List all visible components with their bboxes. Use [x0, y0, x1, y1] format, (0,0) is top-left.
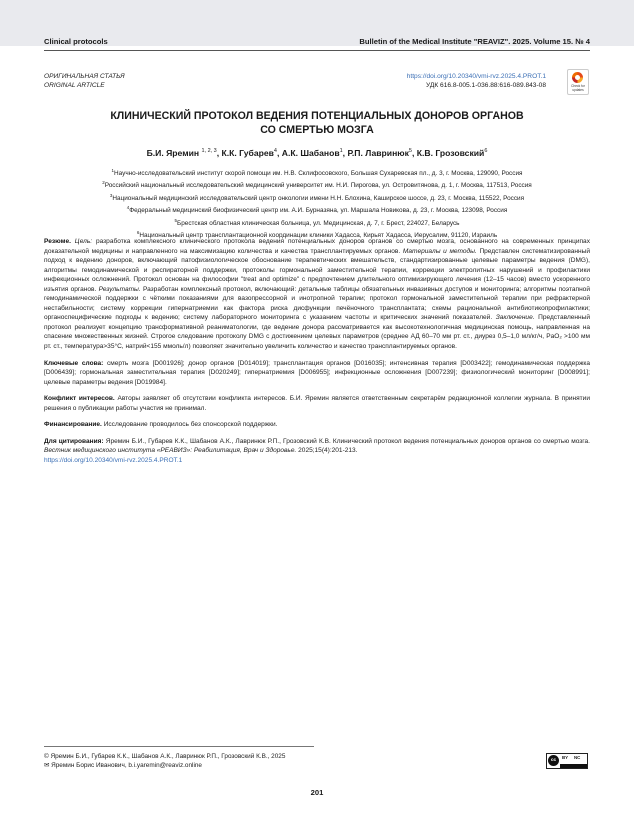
results-text: Разработан комплексный протокол, включающий: детальные таблицы обязательных инвазивных доступов и мониторинга; алгоритмы поэтапной гемодинамической поддержки с чёткими показаниями для вазопрессорной и инотропной терапии; протокол гормональной заместительной терапии при рефрактерной нестабильности; систему коррекции гипернатриемии как фактора риска дисфункции печёночного трансплантата; схемы рациональной антибиотикопрофилактики; органоспецифические подходы к ведению; систему лабораторного мониторинга с указанием частоты и критических значений показателей.	[44, 285, 590, 322]
keywords-label: Ключевые слова:	[44, 359, 104, 367]
author-sup: 1	[339, 148, 343, 155]
header-section: Clinical protocols	[44, 37, 108, 46]
author-name: К.К. Губарев	[221, 148, 274, 158]
crossmark-icon[interactable]	[567, 69, 589, 95]
author-name: К.В. Грозовский	[416, 148, 485, 158]
citation-link[interactable]: https://doi.org/10.20340/vmi-rvz.2025.4.PROT.1	[44, 456, 183, 464]
author-sup: 5	[408, 148, 412, 155]
conclusion-label: Заключение.	[495, 314, 535, 322]
citation-tail: 2025;15(4):201-213.	[298, 447, 358, 455]
keywords	[44, 359, 590, 388]
author-sup: 6	[484, 148, 488, 155]
copyright: © Яремин Б.И., Губарев К.К., Шабанов А.К., Лавринюк Р.П., Грозовский К.В., 2025	[44, 753, 286, 760]
crossmark-ring	[572, 72, 583, 83]
affiliation-list	[44, 166, 590, 241]
abstract-block	[44, 237, 590, 465]
affiliation-item: $^4$Федеральный медицинский биофизический центр им. А.И. Бурназяна, ул. Маршала Новикова, д. 23, г. Москва, 123098, Россия	[126, 205, 508, 215]
citation-text: Яремин Б.И., Губарев К.К., Шабанов А.К., Лавринюк Р.П., Грозовский К.В. Клинический протокол ведения потенциальных доноров органов со смертью мозга.	[105, 437, 590, 445]
abstract-text	[44, 237, 590, 352]
page-number: 201	[310, 788, 324, 797]
funding-label: Финансирование.	[44, 421, 102, 429]
author-name: А.К. Шабанов	[281, 148, 340, 158]
header-divider	[44, 50, 590, 51]
author-name: Б.И. Яремин	[146, 148, 200, 158]
citation	[44, 437, 590, 466]
header-journal: Bulletin of the Medical Institute "REAVIZ". 2025. Volume 15. № 4	[359, 37, 590, 46]
conclusion-text: Представленный протокол реализует концепцию трансформативной реаниматологии, где ведение донора рассматривается как высокотехнологичная медицинская помощь, направленная на спасение множественных жизней. Строгое следование протоколу DMG с достижением целевых параметров (среднее АД 60–70 мм рт. ст., диурез 0,5–1,0 мл/кг/ч, PaO₂ >100 мм рт. ст., температура>35°C, натрий<155 ммоль/л) позволяет значительно увеличить количество и качество трансплантируемых органов.	[44, 314, 590, 351]
article-title	[44, 110, 590, 137]
affiliation-item: $^6$Национальный центр трансплантационной координации клиники Хадасса, Кирьят Хадасса, Иерусалим, 91120, Израиль	[136, 230, 498, 240]
doi-link[interactable]: https://doi.org/10.20340/vmi-rvz.2025.4.PROT.1	[406, 73, 546, 80]
title-line-1: КЛИНИЧЕСКИЙ ПРОТОКОЛ ВЕДЕНИЯ ПОТЕНЦИАЛЬНЫХ ДОНОРОВ ОРГАНОВ	[110, 110, 524, 122]
author-sup: 1, 2, 3	[201, 148, 217, 155]
udc-code: УДК 616.8-005.1-036.88:616-089.843-08	[426, 82, 546, 89]
affiliation-item: $^3$Национальный медицинский исследовательский центр онкологии имени Н.Н. Блохина, Каширское шоссе, д. 23, г. Москва, 115522, Россия	[109, 192, 525, 202]
article-type-en: ORIGINAL ARTICLE	[44, 82, 105, 89]
cc-license-icon[interactable]	[546, 753, 588, 769]
author-list: Б.И. Яремин $^{1, 2, 3}$, К.К. Губарев$^4$, А.К. Шабанов$^1$, Р.П. Лавринюк$^5$, К.В. Грозовский$^6$	[146, 148, 488, 158]
footer	[44, 752, 285, 770]
cc-by-label: BY	[562, 755, 569, 760]
doi-block	[407, 72, 546, 90]
author-sup: 4	[273, 148, 277, 155]
contact-email[interactable]: ✉ Яремин Борис Иванович, b.i.yaremin@reaviz.online	[44, 762, 202, 769]
check-updates-label: Check for updates	[571, 84, 585, 92]
affiliation-item: $^5$Брестская областная клиническая больница, ул. Медицинская, д. 7, г. Брест, 224027, Беларусь	[174, 217, 460, 227]
article-type-ru: ОРИГИНАЛЬНАЯ СТАТЬЯ	[44, 73, 125, 80]
conflict-text: Авторы заявляет об отсутствии конфликта интересов. Б.И. Яремин является ответственным секретарём редакционной коллегии журнала. В принятии решения о публикации работы участия не принимал.	[44, 395, 590, 412]
cc-strip	[560, 764, 587, 768]
funding-text: Исследование проводилось без спонсорской поддержки.	[103, 421, 278, 429]
abstract-label: Резюме.	[44, 238, 71, 245]
title-line-2: СО СМЕРТЬЮ МОЗГА	[260, 123, 374, 136]
citation-label: Для цитирования:	[44, 437, 104, 445]
cc-label: cc	[548, 755, 559, 766]
aim-label: Цель:	[74, 238, 93, 245]
conflict-of-interest	[44, 394, 590, 413]
author-name: Р.П. Лавринюк	[347, 148, 409, 158]
methods-label: Материалы и методы.	[402, 247, 477, 255]
affiliation-item: $^1$Научно-исследовательский институт скорой помощи им. Н.В. Склифосовского, Большая Сухаревская пл., д. 3, г. Москва, 129090, Россия	[111, 168, 523, 178]
funding	[44, 420, 590, 430]
article-type	[44, 72, 125, 90]
results-label: Результаты.	[98, 285, 141, 293]
footer-divider	[44, 746, 314, 747]
keywords-text: смерть мозга [D001926]; донор органов [D014019]; трансплантация органов [D016035]; интенсивная терапия [D003422]; гемодинамическая поддержка [D006439]; гормональная заместительная терапия [D020249]; гипернатриемия [D006955]; инфекционные осложнения [D007239]; физиологический мониторинг [D008991]; целевые параметры ведения [D019984].	[44, 359, 590, 386]
citation-journal: Вестник медицинского института «РЕАВИЗ»: Реабилитация, Врач и Здоровье.	[44, 447, 297, 455]
conflict-label: Конфликт интересов.	[44, 395, 115, 403]
cc-nc-label: NC	[574, 755, 581, 760]
affiliation-item: $^2$Российский национальный исследовательский медицинский университет им. Н.И. Пирогова, ул. Островитянова, д. 1, г. Москва, 117513, Россия	[102, 180, 532, 190]
aim-text: разработка комплексного клинического протокола ведения потенциальных доноров органов со смертью мозга, основанного на современных принципах доказательной медицины и направленного на максимизацию количества и качества трансплантируемых органов.	[44, 238, 590, 255]
methods-text: Представлен систематизированный подход к ведению доноров, включающий патофизиологическое обоснование терапевтических вмешательств, стандартизированные целевые параметры ведения (DMG), алгоритмы гемодинамической и респираторной поддержки, протоколы гормональной заместительной терапии, коррекции электролитных нарушений и профилактики инфекционных осложнений. Протокол основан на философии "treat and optimize" с предпочтением длительного оптимизирующего лечения (12–15 часов) вместо ускоренного изъятия органов.	[44, 247, 590, 293]
